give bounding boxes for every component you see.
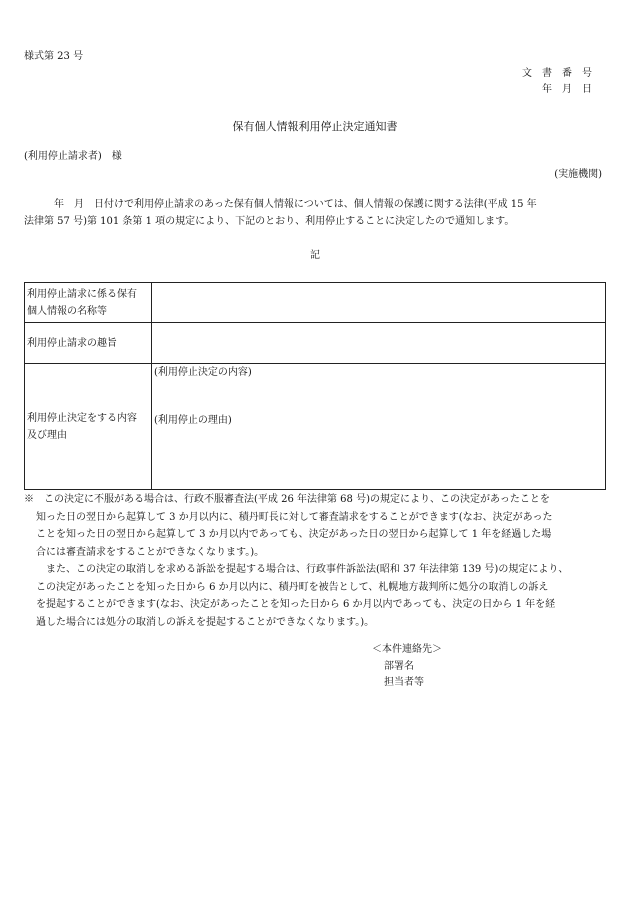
table-label-cell [25, 364, 152, 490]
document-number-label: 文書番号 [522, 68, 602, 79]
table-value-cell [152, 323, 606, 364]
note-line: 知った日の翌日から起算して 3 か月以内に、積丹町長に対して審査請求をすることができます(なお、決定があった [36, 511, 553, 523]
decision-content-label: (利用停止決定の内容) [154, 367, 252, 378]
body-line: 年 月 日付けで利用停止請求のあった保有個人情報については、個人情報の保護に関する法律(平成 15 年 [24, 199, 537, 210]
decision-table [24, 282, 606, 490]
decision-reason-label: (利用停止の理由) [154, 415, 232, 426]
contact-department: 部署名 [384, 660, 414, 672]
note-line: ※ この決定に不服がある場合は、行政不服審査法(平成 26 年法律第 68 号)の規定により、この決定があったことを [24, 494, 550, 505]
note-line: この決定があったことを知った日から 6 か月以内に、積丹町を被告として、札幌地方裁判所に処分の取消しの訴え [36, 581, 549, 593]
table-row [25, 364, 606, 490]
note-line: ことを知った日の翌日から起算して 3 か月以内であっても、決定があった日の翌日から起算して 1 年を経過した場 [36, 529, 552, 540]
contact-heading: ＜本件連絡先＞ [372, 644, 442, 655]
table-row [25, 323, 606, 364]
ki-heading: 記 [310, 250, 320, 261]
contact-person: 担当者等 [384, 677, 424, 688]
row2-label: 利用停止請求の趣旨 [27, 337, 117, 349]
note-line: 合には審査請求をすることができなくなります。)。 [36, 546, 265, 558]
notification-body [24, 196, 604, 230]
implementing-agency: (実施機関) [554, 169, 602, 180]
addressee: (利用停止請求者) 様 [24, 151, 122, 162]
table-value-cell [152, 283, 606, 323]
contact-block [372, 642, 442, 692]
note-line: また、この決定の取消しを求める訴訟を提起する場合は、行政事件訴訟法(昭和 37 年法律第 139 号)の規定により、 [36, 564, 569, 575]
row1-label-b: 個人情報の名称等 [27, 305, 107, 317]
appeal-notes [24, 491, 614, 631]
table-value-cell [152, 364, 606, 490]
date-label: 年月日 [542, 84, 602, 95]
row1-label-a: 利用停止請求に係る保有 [27, 288, 137, 300]
row3-label-a: 利用停止決定をする内容 [27, 412, 137, 424]
table-label-cell [25, 283, 152, 323]
body-line: 法律第 57 号)第 101 条第 1 項の規定により、下記のとおり、利用停止することに決定したので通知します。 [24, 216, 515, 227]
table-row [25, 283, 606, 323]
row3-label-b: 及び理由 [27, 429, 67, 441]
note-line: を提起することができます(なお、決定があったことを知った日から 6 か月以内であっても、決定の日から 1 年を経 [36, 599, 556, 610]
form-number: 様式第 23 号 [24, 51, 84, 62]
table-label-cell [25, 323, 152, 364]
document-title: 保有個人情報利用停止決定通知書 [232, 120, 398, 133]
note-line: 過した場合には処分の取消しの訴えを提起することができなくなります。)。 [36, 616, 375, 628]
